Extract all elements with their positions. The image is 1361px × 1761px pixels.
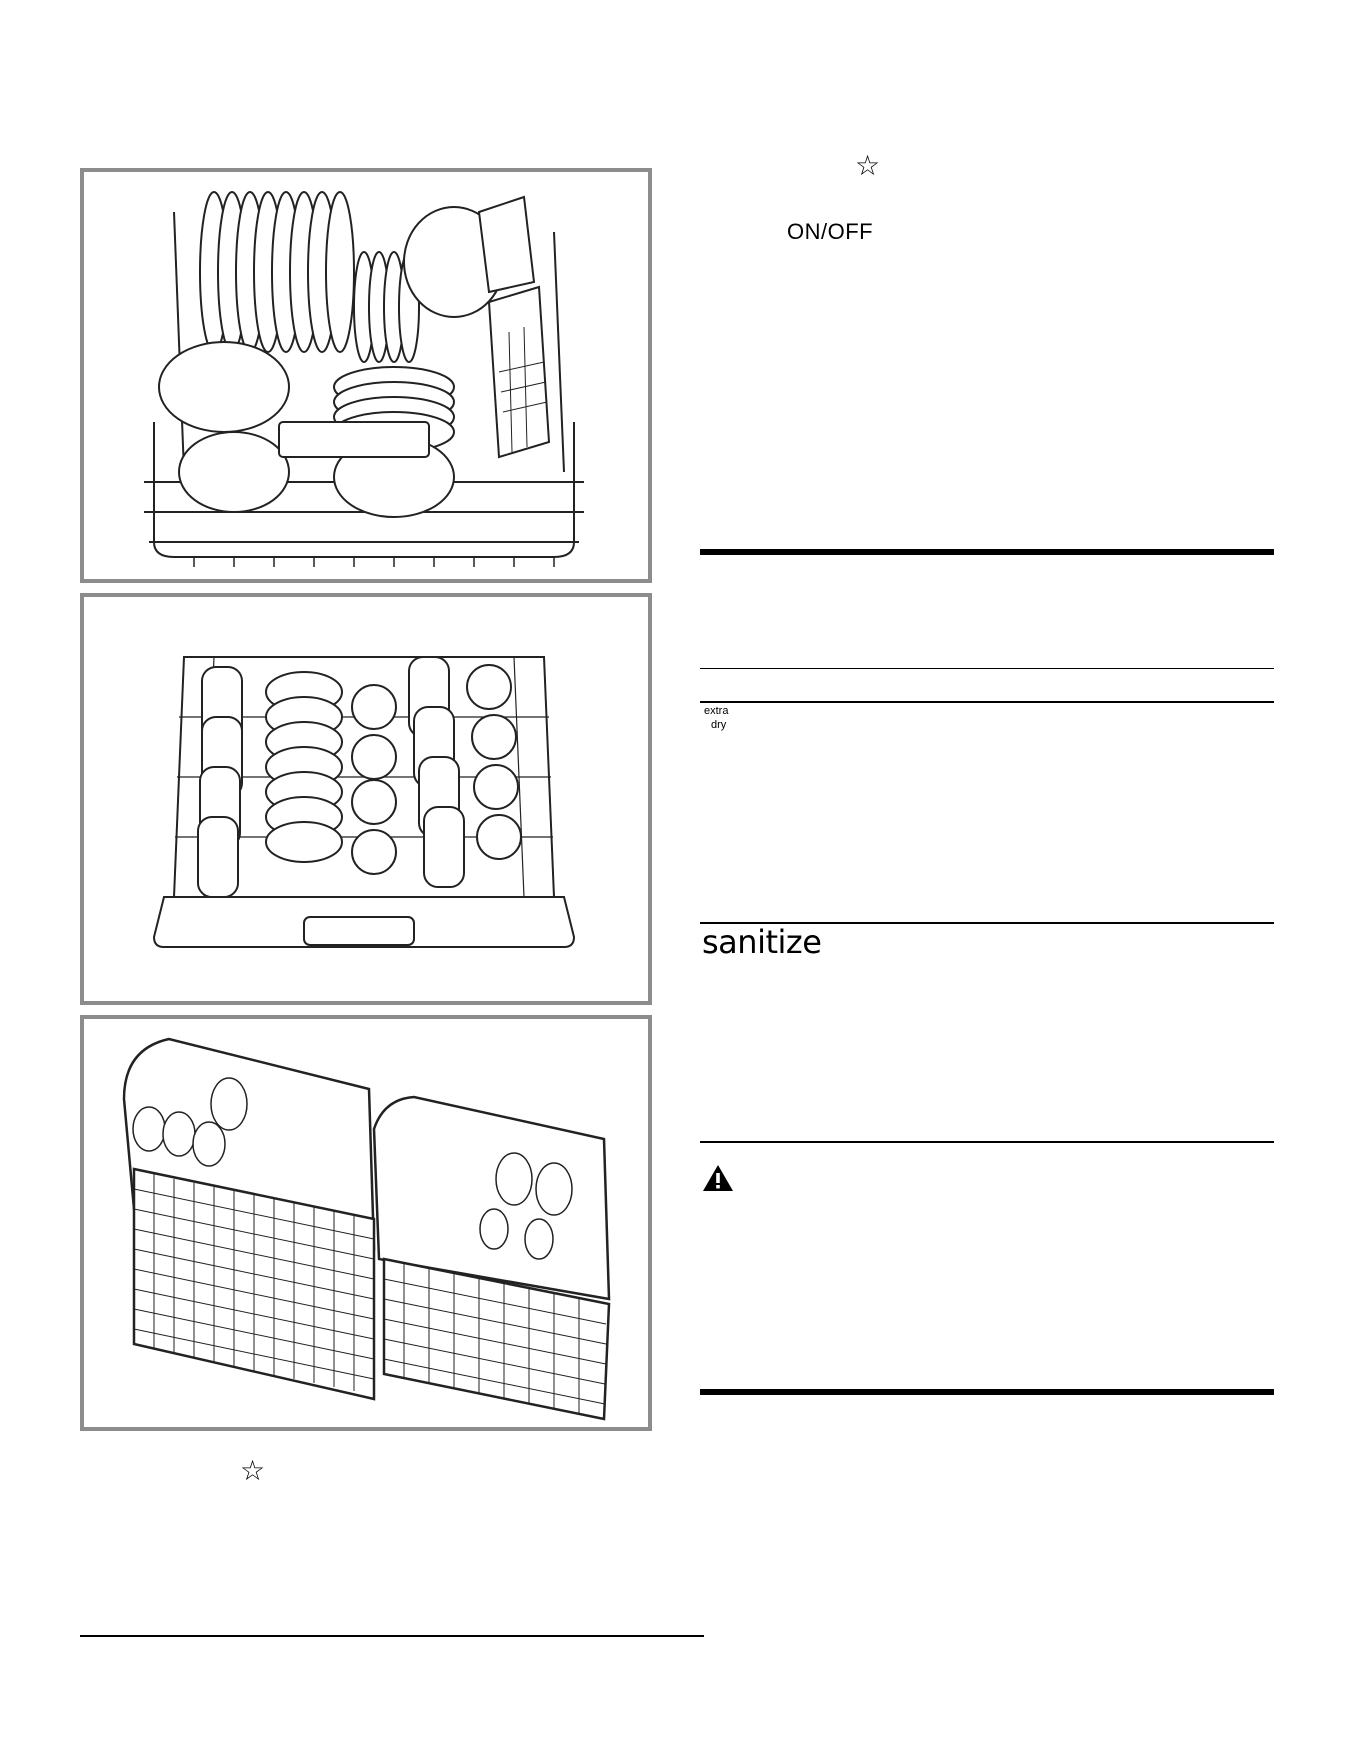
option-sanitize-label: sanitize [702,923,822,961]
lower-rack-illustration [80,168,652,583]
section-rule-bottom [700,1389,1274,1395]
table-row-rule-3 [700,1141,1274,1143]
star-icon-left: ☆ [240,1454,266,1487]
table-row-rule [700,701,1274,703]
table-header-rule [700,668,1274,669]
upper-rack-illustration [80,593,652,1005]
option-extra-label: extra [704,705,729,717]
warning-triangle-icon [702,1164,734,1192]
footnote-rule [80,1635,704,1637]
cutlery-basket-illustration [80,1015,652,1431]
option-dry-label: dry [711,719,727,731]
on-off-label: ON/OFF [787,219,874,244]
star-icon: ☆ [855,149,881,182]
section-rule-top [700,549,1274,555]
